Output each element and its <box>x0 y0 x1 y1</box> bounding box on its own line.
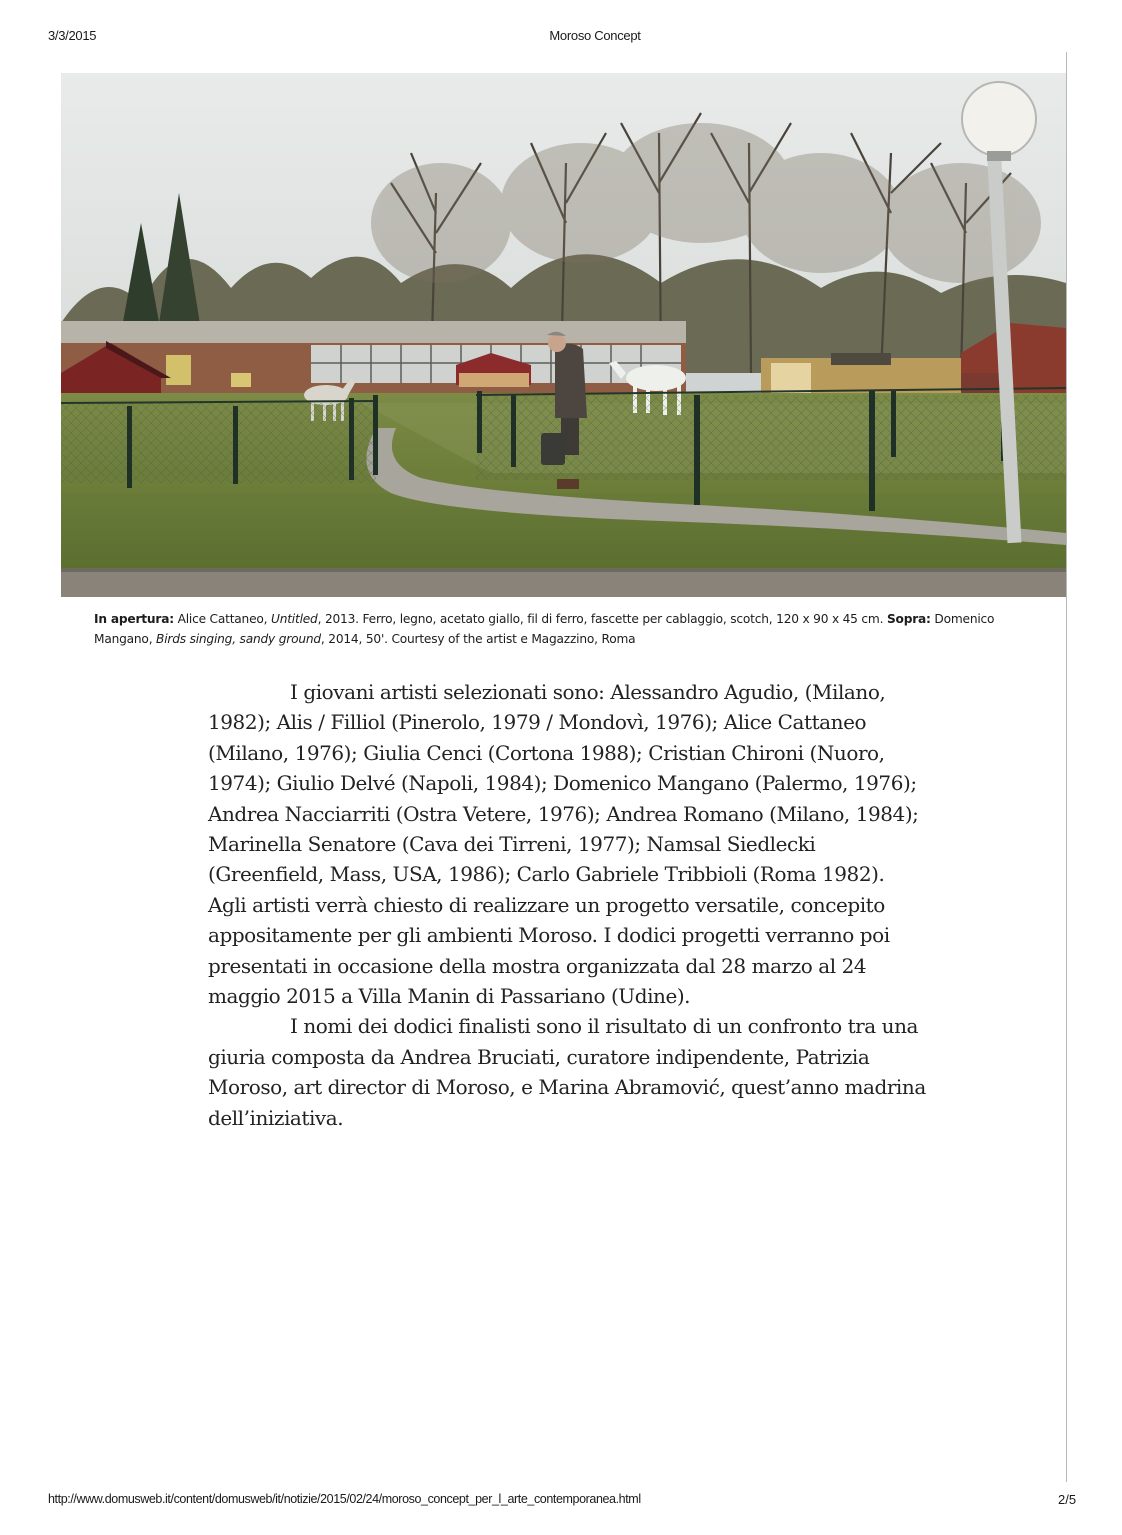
article-photo <box>61 73 1066 597</box>
article-paragraph: I giovani artisti selezionati sono: Alessandro Agudio, (Milano, 1982); Alis / Filliol (Pinerolo, 1979 / Mondovì, 1976); Alice Cattaneo (Milano, 1976); Giulia Cenci (Cortona 1988); Cristian Chironi (Nuoro, 1974); Giulio Delvé (Napoli, 1984); Domenico Mangano (Palermo, 1976); Andrea Nacciarriti (Ostra Vetere, 1976); Andrea Romano (Milano, 1984); Marinella Senatore (Cava dei Tirreni, 1977); Namsal Siedlecki (Greenfield, Mass, USA, 1986); Carlo Gabriele Tribbioli (Roma 1982). Agli artisti verrà chiesto di realizzare un progetto versatile, concepito appositamente per gli ambienti Moroso. I dodici progetti verranno poi presentati in occasione della mostra organizzata dal 28 marzo al 24 maggio 2015 a Villa Manin di Passariano (Udine). <box>208 680 919 1009</box>
photo-caption <box>94 609 1054 649</box>
page-edge-rule <box>1066 52 1067 1482</box>
caption-work-title: Untitled <box>270 612 318 626</box>
caption-label-apertura: In apertura: <box>94 612 174 626</box>
caption-text: , 2013. Ferro, legno, acetato giallo, fil di ferro, fascette per cablaggio, scotch, 120 x 90 x 45 cm. <box>317 612 887 626</box>
article-paragraph: I nomi dei dodici finalisti sono il risultato di un confronto tra una giuria composta da Andrea Bruciati, curatore indipendente, Patrizia Moroso, art director di Moroso, e Marina Abramović, quest’anno madrina dell’iniziativa. <box>208 1014 926 1130</box>
caption-label-sopra: Sopra: <box>886 612 931 626</box>
caption-text: Domenico Mangano, <box>94 612 995 646</box>
print-date: 3/3/2015 <box>48 28 97 43</box>
caption-text: Alice Cattaneo, <box>173 612 271 626</box>
caption-work-title: Birds singing, sandy ground <box>156 632 321 646</box>
article-body <box>208 677 928 1133</box>
caption-text: , 2014, 50'. Courtesy of the artist e Magazzino, Roma <box>320 632 636 646</box>
print-page-number: 2/5 <box>1058 1492 1077 1507</box>
print-page-title: Moroso Concept <box>549 28 641 43</box>
print-source-url: http://www.domusweb.it/content/domusweb/it/notizie/2015/02/24/moroso_concept_per_l_arte_contemporanea.html <box>48 1492 641 1506</box>
